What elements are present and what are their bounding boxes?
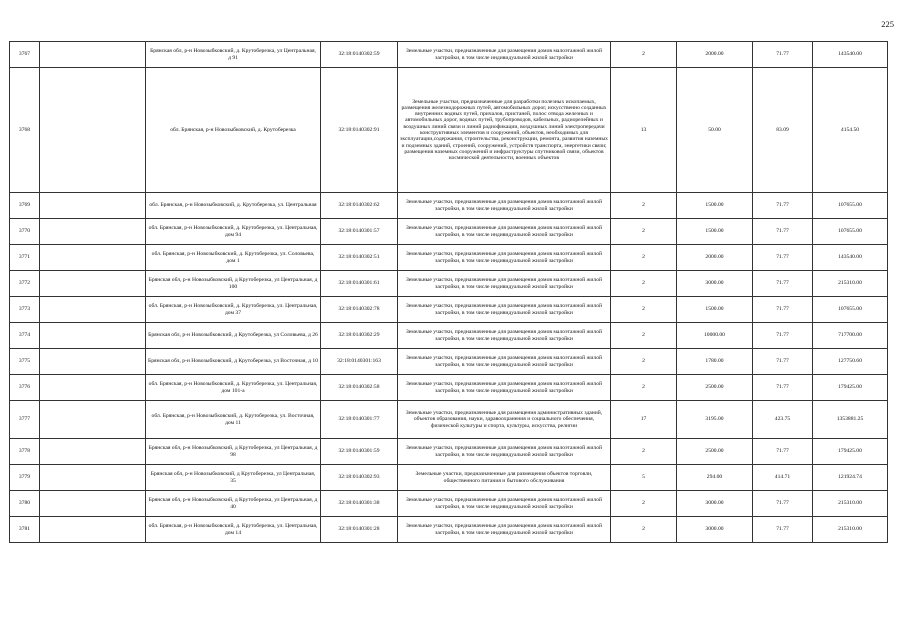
address-cell: обл. Брянская, р-н Новозыбковский, д. Крутоберезка, ул. Центральная, дом 101-а xyxy=(146,375,321,401)
table-row xyxy=(10,68,888,193)
address-cell: Брянская обл, р-н Новозыбковский, д Крутоберезка, ул Соловьева, д 26 xyxy=(146,323,321,349)
specific-value-cell: 71.77 xyxy=(753,245,813,271)
cadastral-number-cell: 32:18:0140301:163 xyxy=(321,349,398,375)
table-row xyxy=(10,375,888,401)
spacer-cell xyxy=(40,349,146,375)
specific-value-cell: 71.77 xyxy=(753,297,813,323)
land-use-cell: Земельные участки, предназначенные для размещения домов малоэтажной жилой застройки, в том числе индивидуальной жилой застройки xyxy=(398,245,611,271)
address-cell: Брянская обл, р-н Новозыбковский, д Крутоберезка, ул Центральная, д 98 xyxy=(146,439,321,465)
group-code-cell: 2 xyxy=(611,245,677,271)
table-row xyxy=(10,193,888,219)
spacer-cell xyxy=(40,439,146,465)
address-cell: обл. Брянская, р-н Новозыбковский, д. Крутоберезка, ул. Восточная, дом 11 xyxy=(146,401,321,439)
area-cell: 3000.00 xyxy=(677,271,753,297)
area-cell: 2000.00 xyxy=(677,245,753,271)
address-cell: Брянская обл, р-н Новозыбковский, д Крутоберезка, ул Центральная, д 40 xyxy=(146,491,321,517)
area-cell: 1780.00 xyxy=(677,349,753,375)
address-cell: обл. Брянская, р-н Новозыбковский, д. Крутоберезка, ул. Центральная, дом 14 xyxy=(146,517,321,543)
group-code-cell: 2 xyxy=(611,375,677,401)
land-use-cell: Земельные участки, предназначенные для размещения объектов торговли, общественного питания и бытового обслуживания xyxy=(398,465,611,491)
specific-value-cell: 71.77 xyxy=(753,375,813,401)
cadastral-value-cell: 1353881.25 xyxy=(813,401,888,439)
group-code-cell: 2 xyxy=(611,271,677,297)
area-cell: 50.00 xyxy=(677,68,753,193)
row-number: 3768 xyxy=(10,68,40,193)
table-row xyxy=(10,401,888,439)
row-number: 3779 xyxy=(10,465,40,491)
group-code-cell: 5 xyxy=(611,465,677,491)
land-registry-table xyxy=(9,41,888,543)
area-cell: 1500.00 xyxy=(677,193,753,219)
spacer-cell xyxy=(40,219,146,245)
cadastral-value-cell: 179425.00 xyxy=(813,439,888,465)
specific-value-cell: 71.77 xyxy=(753,42,813,68)
table-row xyxy=(10,42,888,68)
row-number: 3767 xyxy=(10,42,40,68)
row-number: 3770 xyxy=(10,219,40,245)
spacer-cell xyxy=(40,297,146,323)
specific-value-cell: 414.71 xyxy=(753,465,813,491)
area-cell: 10000.00 xyxy=(677,323,753,349)
cadastral-number-cell: 32:18:0140302:29 xyxy=(321,323,398,349)
land-use-cell: Земельные участки, предназначенные для размещения домов малоэтажной жилой застройки, в том числе индивидуальной жилой застройки xyxy=(398,219,611,245)
address-cell: обл. Брянская, р-н Новозыбковский, д. Крутоберезка, ул. Центральная, дом 37 xyxy=(146,297,321,323)
land-use-cell: Земельные участки, предназначенные для размещения домов малоэтажной жилой застройки, в том числе индивидуальной жилой застройки xyxy=(398,375,611,401)
cadastral-value-cell: 215310.00 xyxy=(813,491,888,517)
land-use-cell: Земельные участки, предназначенные для размещения домов малоэтажной жилой застройки, в том числе индивидуальной жилой застройки xyxy=(398,439,611,465)
land-use-cell: Земельные участки, предназначенные для размещения домов малоэтажной жилой застройки, в том числе индивидуальной жилой застройки xyxy=(398,271,611,297)
row-number: 3775 xyxy=(10,349,40,375)
cadastral-value-cell: 215310.00 xyxy=(813,517,888,543)
row-number: 3774 xyxy=(10,323,40,349)
row-number: 3776 xyxy=(10,375,40,401)
area-cell: 2500.00 xyxy=(677,439,753,465)
cadastral-number-cell: 32:18:0140301:61 xyxy=(321,271,398,297)
group-code-cell: 2 xyxy=(611,349,677,375)
address-cell: Брянская обл, р-н Новозыбковский, д. Крутоберезка, ул Центральная, д 91 xyxy=(146,42,321,68)
land-use-cell: Земельные участки, предназначенные для размещения домов малоэтажной жилой застройки, в том числе индивидуальной жилой застройки xyxy=(398,42,611,68)
cadastral-number-cell: 32:18:0140302:78 xyxy=(321,297,398,323)
cadastral-value-cell: 143540.00 xyxy=(813,42,888,68)
specific-value-cell: 423.75 xyxy=(753,401,813,439)
area-cell: 3000.00 xyxy=(677,491,753,517)
land-use-cell: Земельные участки, предназначенные для размещения домов малоэтажной жилой застройки, в том числе индивидуальной жилой застройки xyxy=(398,517,611,543)
land-use-cell: Земельные участки, предназначенные для размещения домов малоэтажной жилой застройки, в том числе индивидуальной жилой застройки xyxy=(398,491,611,517)
spacer-cell xyxy=(40,375,146,401)
table-row xyxy=(10,271,888,297)
cadastral-number-cell: 32:18:0140301:59 xyxy=(321,439,398,465)
cadastral-number-cell: 32:18:0140301:57 xyxy=(321,219,398,245)
group-code-cell: 2 xyxy=(611,323,677,349)
registry-body xyxy=(10,42,888,543)
cadastral-number-cell: 32:18:0140301:28 xyxy=(321,517,398,543)
land-use-cell: Земельные участки, предназначенные для размещения домов малоэтажной жилой застройки, в том числе индивидуальной жилой застройки xyxy=(398,349,611,375)
group-code-cell: 17 xyxy=(611,401,677,439)
spacer-cell xyxy=(40,42,146,68)
group-code-cell: 2 xyxy=(611,491,677,517)
land-use-cell: Земельные участки, предназначенные для размещения домов малоэтажной жилой застройки, в том числе индивидуальной жилой застройки xyxy=(398,193,611,219)
area-cell: 3000.00 xyxy=(677,517,753,543)
cadastral-value-cell: 107655.00 xyxy=(813,193,888,219)
land-use-cell: Земельные участки, предназначенные для размещения домов малоэтажной жилой застройки, в том числе индивидуальной жилой застройки xyxy=(398,323,611,349)
cadastral-value-cell: 107655.00 xyxy=(813,297,888,323)
address-cell: обл. Брянская, р-н Новозыбковский, д. Крутоберезка, ул. Центральная, дом 94 xyxy=(146,219,321,245)
spacer-cell xyxy=(40,517,146,543)
address-cell: обл. Брянская, р-н Новозыбковский, д. Крутоберезка, ул. Центральная xyxy=(146,193,321,219)
spacer-cell xyxy=(40,245,146,271)
cadastral-number-cell: 32:18:0140301:77 xyxy=(321,401,398,439)
specific-value-cell: 71.77 xyxy=(753,219,813,245)
spacer-cell xyxy=(40,491,146,517)
table-row xyxy=(10,491,888,517)
cadastral-value-cell: 107655.00 xyxy=(813,219,888,245)
cadastral-number-cell: 32:18:0140302:58 xyxy=(321,375,398,401)
cadastral-value-cell: 143540.00 xyxy=(813,245,888,271)
table-row xyxy=(10,349,888,375)
group-code-cell: 13 xyxy=(611,68,677,193)
land-use-cell: Земельные участки, предназначенные для разработки полезных ископаемых, размещения железнодорожных путей, автомобильных дорог, искусственно созданных внутренних водных путей, причалов, пристаней, полос отвода железных и автомобильных дорог, водных путей, трубопроводов, кабельных, радиорелейных и воздушных линий связи и линий радиофикации, воздушных линий электропередачи конструктивных элементов и сооружений, объектов, необходимых для эксплуатации,содержания, строительства, реконструкции, ремонта, развития наземных и подземных зданий, строений, сооружений, устройств транспорта, энергетики связи; размещения наземных сооружений и инфраструктуры спутниковой связи, объектов космической деятельности, военных объектов xyxy=(398,68,611,193)
cadastral-number-cell: 32:18:0140302:62 xyxy=(321,193,398,219)
address-cell: обл. Брянская, р-н Новозыбковский, д. Крутоберезка, ул. Соловьева, дом 1 xyxy=(146,245,321,271)
area-cell: 3195.00 xyxy=(677,401,753,439)
land-use-cell: Земельные участки, предназначенные для размещения домов малоэтажной жилой застройки, в том числе индивидуальной жилой застройки xyxy=(398,297,611,323)
specific-value-cell: 71.77 xyxy=(753,271,813,297)
address-cell: обл. Брянская, р-н Новозыбковский, д. Крутоберезка xyxy=(146,68,321,193)
specific-value-cell: 71.77 xyxy=(753,323,813,349)
spacer-cell xyxy=(40,323,146,349)
spacer-cell xyxy=(40,68,146,193)
address-cell: Брянская обл, р-н Новозыбковский, д Крутоберезка, ул Центральная, 35 xyxy=(146,465,321,491)
address-cell: Брянская обл, р-н Новозыбковский, д Крутоберезка, ул Восточная, д 10 xyxy=(146,349,321,375)
table-row xyxy=(10,323,888,349)
group-code-cell: 2 xyxy=(611,297,677,323)
cadastral-number-cell: 32:18:0140302:51 xyxy=(321,245,398,271)
spacer-cell xyxy=(40,465,146,491)
row-number: 3777 xyxy=(10,401,40,439)
group-code-cell: 2 xyxy=(611,42,677,68)
cadastral-value-cell: 179425.00 xyxy=(813,375,888,401)
row-number: 3771 xyxy=(10,245,40,271)
table-row xyxy=(10,439,888,465)
cadastral-value-cell: 215310.00 xyxy=(813,271,888,297)
table-row xyxy=(10,219,888,245)
spacer-cell xyxy=(40,271,146,297)
row-number: 3780 xyxy=(10,491,40,517)
cadastral-number-cell: 32:18:0140302:91 xyxy=(321,68,398,193)
row-number: 3772 xyxy=(10,271,40,297)
cadastral-number-cell: 32:18:0140302:59 xyxy=(321,42,398,68)
cadastral-value-cell: 717700.00 xyxy=(813,323,888,349)
group-code-cell: 2 xyxy=(611,517,677,543)
specific-value-cell: 83.09 xyxy=(753,68,813,193)
row-number: 3769 xyxy=(10,193,40,219)
area-cell: 294.00 xyxy=(677,465,753,491)
specific-value-cell: 71.77 xyxy=(753,491,813,517)
spacer-cell xyxy=(40,401,146,439)
page-number: 225 xyxy=(881,19,894,29)
specific-value-cell: 71.77 xyxy=(753,439,813,465)
area-cell: 2000.00 xyxy=(677,42,753,68)
group-code-cell: 2 xyxy=(611,219,677,245)
cadastral-value-cell: 121924.74 xyxy=(813,465,888,491)
row-number: 3778 xyxy=(10,439,40,465)
cadastral-number-cell: 32:18:0140301:38 xyxy=(321,491,398,517)
area-cell: 1500.00 xyxy=(677,219,753,245)
address-cell: Брянская обл, р-н Новозыбковский, д Крутоберезка, ул Центральная, д 100 xyxy=(146,271,321,297)
spacer-cell xyxy=(40,193,146,219)
table-row xyxy=(10,465,888,491)
area-cell: 2500.00 xyxy=(677,375,753,401)
group-code-cell: 2 xyxy=(611,193,677,219)
table-row xyxy=(10,517,888,543)
specific-value-cell: 71.77 xyxy=(753,193,813,219)
specific-value-cell: 71.77 xyxy=(753,517,813,543)
cadastral-value-cell: 4154.50 xyxy=(813,68,888,193)
table-row xyxy=(10,297,888,323)
group-code-cell: 2 xyxy=(611,439,677,465)
row-number: 3773 xyxy=(10,297,40,323)
row-number: 3781 xyxy=(10,517,40,543)
land-use-cell: Земельные участки, предназначенные для размещения административных зданий, объектов образования, науки, здравоохранения и социального обеспечения, физической культуры и спорта, культуры, искусства, религии xyxy=(398,401,611,439)
area-cell: 1500.00 xyxy=(677,297,753,323)
cadastral-value-cell: 127750.60 xyxy=(813,349,888,375)
cadastral-number-cell: 32:18:0140302:93 xyxy=(321,465,398,491)
table-row xyxy=(10,245,888,271)
specific-value-cell: 71.77 xyxy=(753,349,813,375)
